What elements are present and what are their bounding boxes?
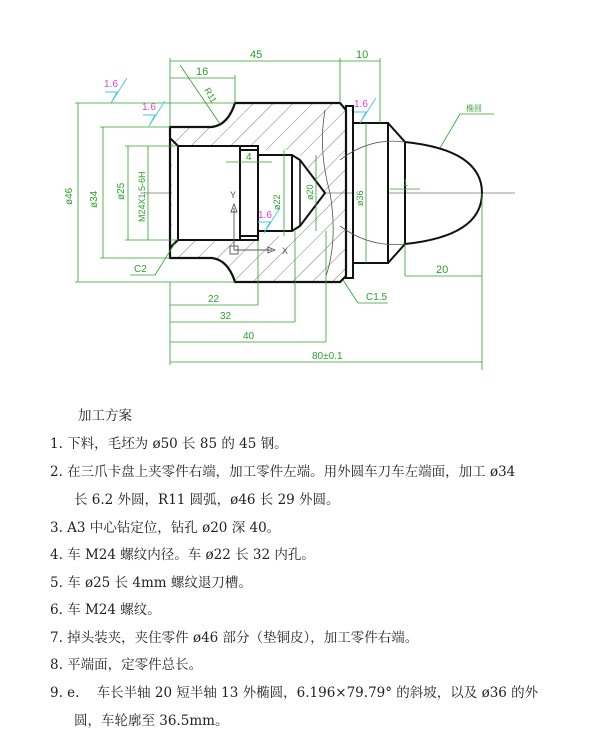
plan-step: 1. 下料，毛坯为 ø50 长 85 的 45 钢。	[50, 436, 288, 452]
plan-step-continued: 圆，车轮廓至 36.5mm。	[74, 713, 229, 729]
dim-20: 20	[436, 264, 449, 276]
svg-text:X: X	[282, 246, 289, 256]
plan-step: 5. 车 ø25 长 4mm 螺纹退刀槽。	[50, 575, 252, 591]
dim-thread: M24X1.5-6H	[137, 171, 147, 222]
dim-80: 80±0.1	[312, 351, 343, 362]
dim-c15: C1.5	[366, 292, 388, 303]
dim-16: 16	[196, 66, 209, 78]
plan-step: 3. A3 中心钻定位，钻孔 ø20 深 40。	[50, 520, 281, 536]
dim-22: 22	[208, 294, 220, 305]
dim-phi20: ø20	[305, 184, 315, 200]
plan-step: 8. 平端面，定零件总长。	[50, 657, 203, 673]
svg-text:Y: Y	[230, 190, 237, 200]
plan-step-continued: 长 6.2 外圆，R11 圆弧，ø46 长 29 外圆。	[74, 492, 340, 508]
dim-r11: R11	[202, 86, 219, 105]
dim-45: 45	[250, 49, 263, 61]
dim-phi22: ø22	[272, 194, 282, 210]
roughness-value: 1.6	[142, 102, 156, 113]
plan-step: 6. 车 M24 螺纹。	[50, 602, 161, 618]
dim-phi36: ø36	[355, 190, 365, 206]
roughness-value: 1.6	[258, 210, 272, 221]
roughness-value: 1.6	[354, 99, 368, 110]
plan-step: 2. 在三爪卡盘上夹零件右端，加工零件左端。用外圆车刀车左端面，加工 ø34	[50, 464, 516, 480]
dim-c2: C2	[134, 264, 147, 275]
plan-step: 9. e. 车长半轴 20 短半轴 13 外椭圆，6.196×79.79° 的斜坡，以及 ø36 的外	[50, 685, 539, 701]
ellipse-label: 椭圆	[466, 104, 482, 113]
plan-title: 加工方案	[78, 408, 132, 424]
plan-step: 7. 掉头装夹，夹住零件 ø46 部分（垫铜皮），加工零件右端。	[50, 630, 419, 646]
dim-4: 4	[246, 152, 252, 163]
plan-step: 4. 车 M24 螺纹内径。车 ø22 长 32 内孔。	[50, 547, 315, 563]
dim-phi46: ø46	[64, 187, 75, 205]
dim-phi34: ø34	[89, 190, 100, 208]
roughness-value: 1.6	[104, 79, 118, 90]
dim-1: 1	[403, 178, 409, 188]
dim-10: 10	[356, 49, 369, 61]
dim-phi25: ø25	[116, 182, 127, 200]
dim-32: 32	[220, 311, 232, 322]
dim-40: 40	[243, 331, 255, 342]
